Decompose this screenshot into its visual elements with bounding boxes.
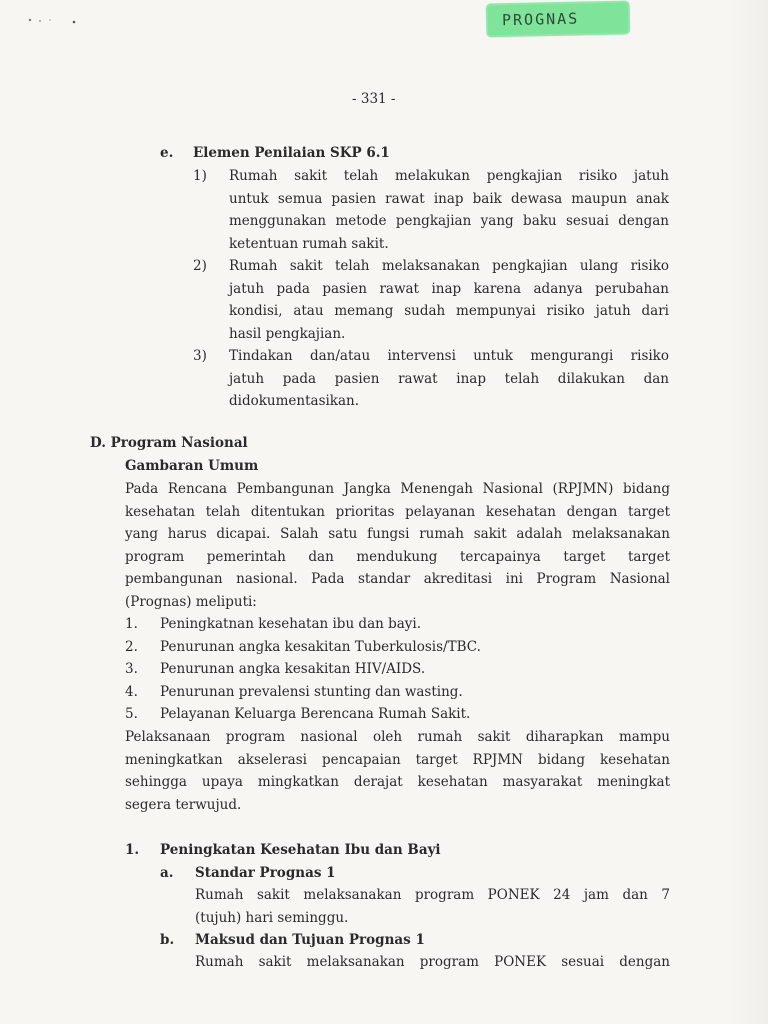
sub-a-title: Standar Prognas 1	[195, 865, 336, 881]
sub-b-line-1: Rumah sakit melaksanakan program PONEK sesuai dengan	[195, 954, 670, 970]
item-2-line-3: kondisi, atau memang sudah mempunyai risiko jatuh dari	[229, 303, 669, 319]
section-d-intro	[125, 478, 670, 613]
list-text: Pelayanan Keluarga Berencana Rumah Sakit.	[160, 706, 471, 722]
item-1-line-3: menggunakan metode pengkajian yang baku sesuai dengan	[229, 213, 669, 229]
item-2-line-1: Rumah sakit telah melaksanakan pengkajian ulang risiko	[229, 258, 669, 274]
list-item	[125, 636, 481, 659]
sub-a-line-1: Rumah sakit melaksanakan program PONEK 24 jam dan 7	[195, 887, 670, 903]
closing-line-1: Pelaksanaan program nasional oleh rumah sakit diharapkan mampu	[125, 729, 670, 745]
section-d-closing	[125, 726, 670, 816]
list-text: Peningkatnan kesehatan ibu dan bayi.	[160, 616, 422, 632]
sub-a-line-2: (tujuh) hari seminggu.	[195, 909, 349, 926]
list-item	[125, 658, 481, 681]
prognas-list	[125, 613, 481, 726]
intro-line-5: pembangunan nasional. Pada standar akreditasi ini Program Nasional	[125, 571, 670, 587]
item-2-line-2: jatuh pada pasien rawat inap karena adanya perubahan	[229, 280, 669, 297]
item-1-line-2: untuk semua pasien rawat inap baik dewasa maupun anak	[229, 190, 669, 207]
list-text: Penurunan prevalensi stunting dan wasting.	[160, 683, 463, 700]
sub-b-marker: b.	[160, 932, 175, 948]
intro-line-2: kesehatan telah ditentukan prioritas pelayanan kesehatan dengan target	[125, 503, 670, 520]
item-3-line-3: didokumentasikan.	[229, 393, 360, 409]
list-number: 5.	[125, 706, 138, 722]
sticky-tab-label: PROGNAS	[501, 9, 580, 30]
list-number: 1.	[125, 616, 138, 632]
intro-line-3: yang harus dicapai. Salah satu fungsi rumah sakit adalah melaksanakan	[125, 526, 670, 542]
section-e-item-2	[229, 255, 669, 345]
item-3-line-1: Tindakan dan/atau intervensi untuk mengurangi risiko	[229, 348, 669, 364]
section-e-item-1	[229, 165, 669, 255]
page-number: - 331 -	[352, 91, 396, 107]
section-1-title: Peningkatan Kesehatan Ibu dan Bayi	[160, 842, 441, 858]
section-e-item-1-number: 1)	[193, 168, 207, 184]
sub-b-body	[195, 951, 670, 974]
list-item	[125, 613, 481, 636]
closing-line-2: meningkatkan akselerasi pencapaian target RPJMN bidang kesehatan	[125, 751, 670, 768]
list-text: Penurunan angka kesakitan Tuberkulosis/TBC.	[160, 638, 481, 655]
section-1-number: 1.	[125, 842, 140, 858]
item-1-line-4: ketentuan rumah sakit.	[229, 235, 389, 252]
section-d-heading: D. Program Nasional	[90, 435, 248, 451]
section-e-item-3-number: 3)	[193, 348, 207, 364]
item-2-line-4: hasil pengkajian.	[229, 325, 346, 342]
item-3-line-2: jatuh pada pasien rawat inap telah dilakukan dan	[229, 370, 669, 387]
scan-edge-shadow	[728, 0, 768, 1024]
closing-line-3: sehingga upaya mingkatkan derajat kesehatan masyarakat meningkat	[125, 774, 670, 790]
prognas-sticky-tab	[488, 3, 629, 36]
section-e-item-3	[229, 345, 669, 413]
list-text: Penurunan angka kesakitan HIV/AIDS.	[160, 661, 426, 677]
list-number: 2.	[125, 638, 138, 655]
list-number: 3.	[125, 661, 138, 677]
section-e-item-2-number: 2)	[193, 258, 207, 274]
item-1-line-1: Rumah sakit telah melakukan pengkajian risiko jatuh	[229, 168, 669, 184]
section-e-title: Elemen Penilaian SKP 6.1	[193, 145, 390, 161]
closing-line-4: segera terwujud.	[125, 796, 242, 813]
list-item	[125, 681, 481, 704]
sub-a-body	[195, 884, 670, 929]
section-d-subheading: Gambaran Umum	[125, 458, 259, 474]
intro-line-4: program pemerintah dan mendukung tercapainya target target	[125, 548, 670, 565]
intro-line-1: Pada Rencana Pembangunan Jangka Menengah Nasional (RPJMN) bidang	[125, 481, 670, 497]
list-item	[125, 703, 481, 726]
sub-b-title: Maksud dan Tujuan Prognas 1	[195, 932, 425, 948]
list-number: 4.	[125, 683, 138, 700]
scan-specks	[26, 8, 86, 28]
sub-a-marker: a.	[160, 865, 174, 881]
section-e-marker: e.	[160, 145, 174, 161]
intro-line-6: (Prognas) meliputi:	[125, 593, 257, 610]
